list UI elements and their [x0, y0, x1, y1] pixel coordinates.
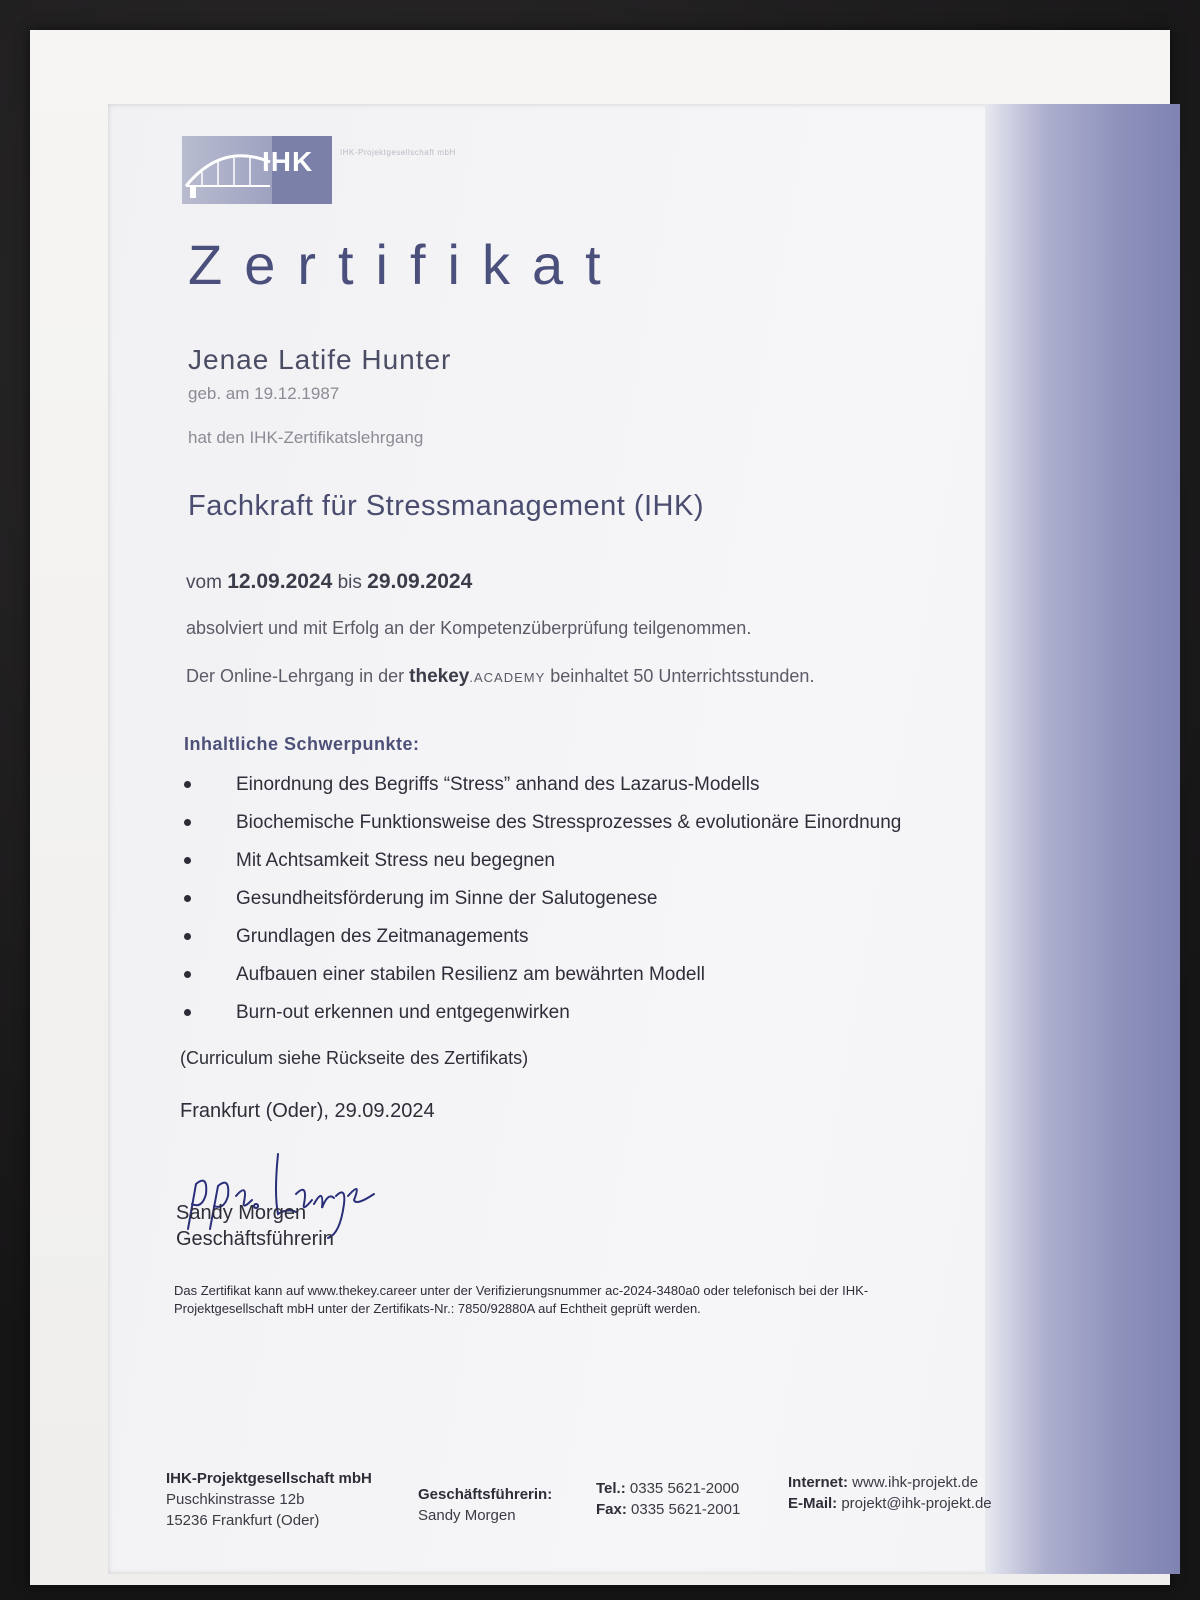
footer-tel: 0335 5621-2000 — [629, 1480, 740, 1497]
footer-city: 15236 Frankfurt (Oder) — [166, 1512, 320, 1529]
list-item — [178, 924, 1038, 962]
online-prefix: Der Online-Lehrgang in der — [186, 666, 405, 686]
footer-internet-link[interactable]: www.ihk-projekt.de — [852, 1474, 979, 1491]
list-item-text: Burn-out erkennen und entgegenwirken — [236, 1002, 570, 1023]
verification-text — [174, 1282, 1034, 1318]
footer-web-block — [788, 1472, 992, 1514]
academy-brand: .ACADEMY — [469, 670, 546, 685]
signer-name: Sandy Morgen — [176, 1202, 307, 1224]
to-label: bis — [337, 572, 362, 593]
date-to: 29.09.2024 — [367, 570, 473, 593]
list-item-text: Aufbauen einer stabilen Resilienz am bewährten Modell — [236, 964, 705, 985]
footer-internet-label: Internet: — [788, 1474, 848, 1491]
list-item — [178, 886, 1038, 924]
certificate-title: Zertifikat — [188, 233, 623, 296]
footer-ceo-label: Geschäftsführerin: — [418, 1486, 553, 1503]
footer-fax: 0335 5621-2001 — [631, 1501, 741, 1518]
curriculum-note: (Curriculum siehe Rückseite des Zertifikats) — [180, 1048, 529, 1068]
thekey-brand: thekey — [409, 666, 470, 687]
footer-fax-label: Fax: — [596, 1501, 627, 1518]
footer-phone-block — [596, 1478, 740, 1520]
logo-text: IHK — [262, 146, 314, 177]
certificate-paper — [108, 104, 1180, 1574]
bridge-icon — [182, 136, 272, 204]
list-item-text: Biochemische Funktionsweise des Stressprozesses & evolutionäre Einordnung — [236, 812, 902, 833]
bullet-icon — [184, 933, 191, 940]
footer-ceo-name: Sandy Morgen — [418, 1507, 516, 1524]
verification-line-2: Projektgesellschaft mbH unter der Zertifikats-Nr.: 7850/92880A auf Echtheit geprüft werden. — [174, 1301, 701, 1316]
white-picture-frame — [30, 30, 1170, 1585]
list-item-text: Einordnung des Begriffs “Stress” anhand des Lazarus-Modells — [236, 774, 760, 795]
online-course-text — [186, 666, 814, 688]
list-item — [178, 810, 1038, 848]
footer-company-block — [166, 1468, 372, 1531]
list-item — [178, 772, 1038, 810]
list-item-text: Mit Achtsamkeit Stress neu begegnen — [236, 850, 555, 871]
bullet-icon — [184, 857, 191, 864]
course-dates — [186, 570, 472, 594]
footer-email-label: E-Mail: — [788, 1495, 838, 1512]
focus-list — [178, 772, 1038, 1038]
signer-role: Geschäftsführerin — [176, 1228, 334, 1250]
completion-text: absolviert und mit Erfolg an der Kompetenzüberprüfung teilgenommen. — [186, 618, 752, 638]
focus-heading: Inhaltliche Schwerpunkte: — [184, 734, 420, 754]
footer-street: Puschkinstrasse 12b — [166, 1491, 305, 1508]
list-item-text: Grundlagen des Zeitmanagements — [236, 926, 529, 947]
list-item — [178, 1000, 1038, 1038]
date-from: 12.09.2024 — [227, 570, 333, 593]
bullet-icon — [184, 971, 191, 978]
footer-tel-label: Tel.: — [596, 1480, 626, 1497]
birth-date: geb. am 19.12.1987 — [188, 384, 340, 403]
bullet-icon — [184, 1009, 191, 1016]
from-label: vom — [186, 572, 222, 593]
verification-line-1: Das Zertifikat kann auf www.thekey.career unter der Verifizierungsnummer ac-2024-3480a0 oder telefonisch bei der IHK- — [174, 1283, 869, 1298]
bullet-icon — [184, 819, 191, 826]
list-item — [178, 962, 1038, 1000]
intro-text: hat den IHK-Zertifikatslehrgang — [188, 428, 424, 447]
logo-caption: IHK-Projektgesellschaft mbH — [340, 148, 456, 157]
footer-email-link[interactable]: projekt@ihk-projekt.de — [841, 1495, 992, 1512]
ihk-logo — [182, 136, 332, 204]
recipient-name: Jenae Latife Hunter — [188, 344, 452, 375]
bullet-icon — [184, 895, 191, 902]
course-title: Fachkraft für Stressmanagement (IHK) — [188, 490, 704, 522]
footer-company: IHK-Projektgesellschaft mbH — [166, 1470, 372, 1487]
place-date: Frankfurt (Oder), 29.09.2024 — [180, 1100, 435, 1122]
list-item-text: Gesundheitsförderung im Sinne der Salutogenese — [236, 888, 658, 909]
online-suffix: beinhaltet 50 Unterrichtsstunden. — [550, 666, 815, 686]
footer-ceo-block — [418, 1484, 552, 1526]
bullet-icon — [184, 781, 191, 788]
list-item — [178, 848, 1038, 886]
